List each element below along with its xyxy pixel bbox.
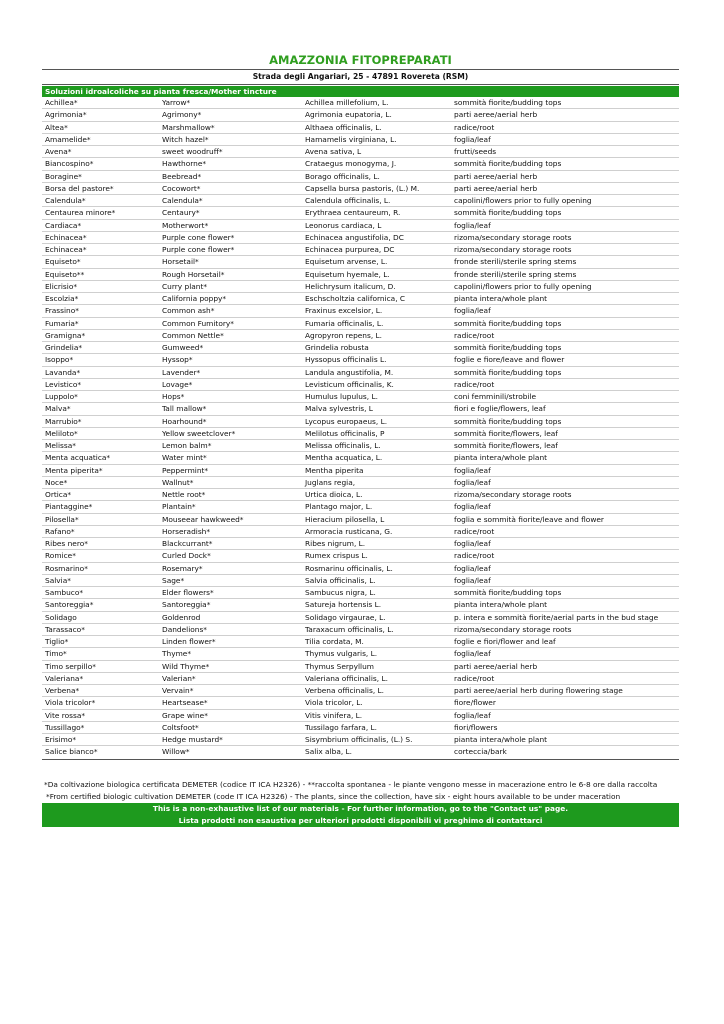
italian-name: Salvia* [45,575,71,585]
italian-name: Noce* [45,477,68,487]
english-name: Hops* [162,392,185,401]
footnotes [42,779,679,803]
plant-part: sommità fiorite/budding tops [454,343,562,352]
english-name: Yellow sweetclover* [162,428,236,438]
italian-name: Vite rossa* [45,710,86,720]
english-name: Peppermint* [162,465,209,475]
table-row [42,440,679,452]
table-row [42,354,679,366]
plant-part: capolini/flowers prior to fully opening [454,281,592,291]
plant-part: foglia/leaf [454,477,491,487]
italian-name: Altea* [45,122,68,132]
botanical-name: Eschscholtzia californica, C [305,294,406,303]
botanical-name: Helichrysum italicum, D. [305,281,396,291]
botanical-name: Leonorus cardiaca, L [305,220,382,230]
contact-banner-italian: Lista prodotti non esaustiva per ulteriori prodotti disponibili vi preghimo di contattarci [42,815,679,827]
table-row [42,526,679,538]
plant-part: foglie e fiori/flower and leaf [454,637,556,646]
english-name: Lavender* [162,367,201,377]
plant-part: sommità fiorite/flowers, leaf [454,441,558,450]
table-row [42,416,679,428]
plant-part: rizoma/secondary storage roots [454,245,572,254]
table-row [42,403,679,415]
botanical-name: Solidago virgaurae, L. [305,612,386,622]
plant-part: radice/root [454,330,495,340]
english-name: Lemon balm* [162,441,212,450]
table-row [42,477,679,489]
contact-banner-english: This is a non-exhaustive list of our materials - For further information, go to the "Contact us" page. [42,803,679,815]
italian-name: Pilosella* [45,514,79,524]
english-name: Wallnut* [162,477,194,487]
table-row [42,428,679,440]
table-row [42,97,679,109]
botanical-name: Agropyron repens, L. [305,330,383,340]
plant-part: fiore/flower [454,698,496,708]
table-row [42,207,679,219]
italian-name: Ribes nero* [45,539,88,548]
english-name: Nettle root* [162,490,206,499]
table-row [42,109,679,121]
italian-name: Equiseto* [45,257,81,267]
italian-name: Santoreggia* [45,600,94,610]
botanical-name: Salvia officinalis, L. [305,575,376,585]
plant-part: fronde sterili/sterile spring stems [454,257,577,267]
botanical-name: Calendula officinalis, L. [305,196,391,205]
plant-part: sommità fiorite/budding tops [454,588,562,597]
table-row [42,697,679,709]
english-name: Agrimony* [162,110,202,120]
italian-name: Romice* [45,551,76,561]
italian-name: Boragine* [45,171,82,181]
botanical-name: Hyssopus officinalis L. [305,355,387,365]
botanical-name: Althaea officinalis, L. [305,122,382,132]
botanical-name: Humulus lupulus, L. [305,392,378,401]
table-row [42,293,679,305]
english-name: Willow* [162,747,190,757]
table-row [42,514,679,526]
botanical-name: Ribes nigrum, L. [305,539,366,548]
table-row [42,673,679,685]
italian-name: Verbena* [45,686,80,695]
italian-name: Frassino* [45,306,79,316]
table-row [42,452,679,464]
english-name: Motherwort* [162,220,209,230]
english-name: Calendula* [162,196,203,205]
botanical-name: Juglans regia, [305,477,356,487]
plant-part: foglia/leaf [454,539,491,548]
english-name: Common Fumitory* [162,318,234,328]
table-row [42,501,679,513]
italian-name: Piantaggine* [45,502,93,512]
italian-name: Amamelide* [45,134,91,144]
plant-part: foglia/leaf [454,649,491,659]
plant-part: pianta intera/whole plant [454,294,548,303]
products-table [42,97,679,760]
footnote-italian: *Da coltivazione biologica certificata DEMETER (codice IT ICA H2326) - **raccolta spontanea - le piante vengono messe in macerazione entro le 6-8 ore dalla raccolta [44,779,658,789]
botanical-name: Mentha acquatica, L. [305,453,383,463]
plant-part: foglia/leaf [454,502,491,512]
table-row [42,269,679,281]
plant-part: sommità fiorite/budding tops [454,318,562,328]
english-name: Gumweed* [162,343,204,352]
plant-part: parti aeree/aerial herb during flowering stage [454,686,623,695]
table-row [42,636,679,648]
botanical-name: Echinacea purpurea, DC [305,245,395,254]
italian-name: Lavanda* [45,367,81,377]
plant-part: foglia/leaf [454,220,491,230]
table-row [42,379,679,391]
botanical-name: Valeriana officinalis, L. [305,673,388,683]
italian-name: Echinacea* [45,232,87,242]
italian-name: Solidago [45,612,77,622]
botanical-name: Armoracia rusticana, G. [305,526,393,536]
table-row [42,256,679,268]
table-row [42,538,679,550]
english-name: Hedge mustard* [162,735,223,744]
botanical-name: Landula angustifolia, M. [305,367,394,377]
english-name: Witch hazel* [162,134,209,144]
botanical-name: Agrimonia eupatoria, L. [305,110,392,120]
table-row [42,220,679,232]
plant-part: rizoma/secondary storage roots [454,624,572,634]
italian-name: Achillea* [45,98,78,107]
table-row [42,648,679,660]
table-row [42,599,679,611]
table-row [42,612,679,624]
botanical-name: Grindelia robusta [305,343,369,352]
italian-name: Sambuco* [45,588,84,597]
italian-name: Agrimonia* [45,110,87,120]
english-name: California poppy* [162,294,227,303]
botanical-name: Thymus vulgaris, L. [305,649,378,659]
table-row [42,722,679,734]
plant-part: parti aeree/aerial herb [454,661,538,671]
botanical-name: Avena sativa, L [305,147,362,156]
italian-name: Marrubio* [45,416,82,426]
english-name: Sage* [162,575,185,585]
italian-name: Tarassaco* [45,624,85,634]
botanical-name: Hieracium pilosella, L [305,514,385,524]
table-row [42,710,679,722]
botanical-name: Mentha piperita [305,465,364,475]
italian-name: Fumaria* [45,318,79,328]
italian-name: Biancospino* [45,159,94,169]
english-name: Centaury* [162,208,200,218]
english-name: Goldenrod [162,612,201,622]
table-row [42,391,679,403]
botanical-name: Capsella bursa pastoris, (L.) M. [305,183,420,193]
english-name: Heartsease* [162,698,208,708]
plant-part: p. intera e sommità fiorite/aerial parts in the bud stage [454,612,659,622]
italian-name: Salice bianco* [45,747,98,757]
english-name: Common Nettle* [162,330,224,340]
botanical-name: Melissa officinalis, L. [305,441,381,450]
table-row [42,146,679,158]
plant-part: radice/root [454,526,495,536]
italian-name: Calendula* [45,196,86,205]
plant-part: rizoma/secondary storage roots [454,232,572,242]
plant-part: radice/root [454,379,495,389]
english-name: Purple cone flower* [162,232,235,242]
english-name: Plantain* [162,502,196,512]
plant-part: sommità fiorite/flowers, leaf [454,428,558,438]
botanical-name: Rumex crispus L. [305,551,368,561]
table-row [42,318,679,330]
italian-name: Rafano* [45,526,75,536]
table-row [42,746,679,758]
table-row [42,183,679,195]
english-name: Horsetail* [162,257,199,267]
botanical-name: Lycopus europaeus, L. [305,416,388,426]
botanical-name: Salix alba, L. [305,747,353,757]
section-header: Soluzioni idroalcoliche su pianta fresca/Mother tincture [42,86,679,97]
english-name: Common ash* [162,306,215,316]
table-row [42,550,679,562]
botanical-name: Hamamelis virginiana, L. [305,134,397,144]
botanical-name: Verbena officinalis, L. [305,686,384,695]
table-row [42,367,679,379]
plant-part: foglia e sommità fiorite/leave and flower [454,514,604,524]
english-name: Hoarhound* [162,416,207,426]
plant-part: pianta intera/whole plant [454,453,548,463]
plant-part: radice/root [454,673,495,683]
italian-name: Borsa del pastore* [45,183,114,193]
plant-part: fiori e foglie/flowers, leaf [454,404,546,414]
plant-part: sommità fiorite/budding tops [454,416,562,426]
italian-name: Tiglio* [45,637,69,646]
plant-part: radice/root [454,551,495,561]
italian-name: Escolzia* [45,294,79,303]
italian-name: Erisimo* [45,735,77,744]
italian-name: Equiseto** [45,269,85,279]
italian-name: Timo serpillo* [45,661,96,671]
english-name: Rough Horsetail* [162,269,225,279]
botanical-name: Rosmarinu officinalis, L. [305,563,393,573]
table-row [42,342,679,354]
english-name: Beebread* [162,171,202,181]
table-row [42,489,679,501]
table-row [42,171,679,183]
italian-name: Cardiaca* [45,220,82,230]
italian-name: Meliloto* [45,428,78,438]
table-row [42,134,679,146]
english-name: Horseradish* [162,526,211,536]
english-name: Curled Dock* [162,551,211,561]
plant-part: foglia/leaf [454,306,491,316]
botanical-name: Thymus Serpyllum [305,661,374,671]
plant-part: frutti/seeds [454,147,497,156]
botanical-name: Tussilago farfara, L. [305,722,378,732]
table-row [42,305,679,317]
botanical-name: Sisymbrium officinalis, (L.) S. [305,735,413,744]
botanical-name: Vitis vinifera, L. [305,710,363,720]
plant-part: pianta intera/whole plant [454,600,548,610]
table-row [42,661,679,673]
english-name: Hyssop* [162,355,193,365]
botanical-name: Crataegus monogyma, J. [305,159,397,169]
botanical-name: Fumaria officinalis, L. [305,318,384,328]
italian-name: Avena* [45,147,72,156]
botanical-name: Urtica dioica, L. [305,490,363,499]
botanical-name: Melilotus officinalis, P [305,428,385,438]
italian-name: Gramigna* [45,330,86,340]
italian-name: Ortica* [45,490,72,499]
italian-name: Timo* [45,649,67,659]
plant-part: sommità fiorite/budding tops [454,98,562,107]
table-row [42,232,679,244]
italian-name: Elicrisio* [45,281,78,291]
plant-part: foglia/leaf [454,575,491,585]
plant-part: corteccia/bark [454,747,507,757]
table-row [42,244,679,256]
italian-name: Tussillago* [45,722,85,732]
english-name: Hawthorne* [162,159,207,169]
company-title: AMAZZONIA FITOPREPARATI [269,53,452,67]
company-address: Strada degli Angariari, 25 - 47891 Rovereta (RSM) [42,69,679,85]
italian-name: Echinacea* [45,245,87,254]
english-name: Curry plant* [162,281,208,291]
plant-part: foglie e fiore/leave and flower [454,355,565,365]
english-name: Mouseear hawkweed* [162,514,244,524]
botanical-name: Sambucus nigra, L. [305,588,376,597]
botanical-name: Taraxacum officinalis, L. [305,624,394,634]
plant-part: coni femminili/strobile [454,392,537,401]
english-name: Coltsfoot* [162,722,199,732]
botanical-name: Equisetum arvense, L. [305,257,388,267]
italian-name: Malva* [45,404,71,414]
table-row [42,734,679,746]
english-name: Blackcurrant* [162,539,213,548]
english-name: Purple cone flower* [162,245,235,254]
plant-part: parti aeree/aerial herb [454,110,538,120]
botanical-name: Tilia cordata, M. [305,637,364,646]
english-name: Grape wine* [162,710,208,720]
plant-part: foglia/leaf [454,710,491,720]
plant-part: foglia/leaf [454,134,491,144]
english-name: Linden flower* [162,637,216,646]
italian-name: Rosmarino* [45,563,88,573]
english-name: Lovage* [162,379,193,389]
italian-name: Menta acquatica* [45,453,111,463]
italian-name: Luppolo* [45,392,78,401]
table-row [42,465,679,477]
table-row [42,122,679,134]
botanical-name: Achillea millefolium, L. [305,98,389,107]
botanical-name: Erythraea centaureum, R. [305,208,401,218]
botanical-name: Fraxinus excelsior, L. [305,306,383,316]
english-name: Cocowort* [162,183,201,193]
english-name: Marshmallow* [162,122,215,132]
english-name: Elder flowers* [162,588,214,597]
plant-part: foglia/leaf [454,563,491,573]
table-row [42,195,679,207]
table-row [42,587,679,599]
plant-part: pianta intera/whole plant [454,735,548,744]
english-name: Water mint* [162,453,207,463]
plant-part: fronde sterili/sterile spring stems [454,269,577,279]
english-name: Thyme* [162,649,192,659]
italian-name: Valeriana* [45,673,84,683]
plant-part: sommità fiorite/budding tops [454,159,562,169]
italian-name: Levistico* [45,379,82,389]
table-row [42,563,679,575]
english-name: Vervain* [162,686,194,695]
italian-name: Menta piperita* [45,465,103,475]
price-list-page [42,52,679,827]
table-row [42,281,679,293]
plant-part: rizoma/secondary storage roots [454,490,572,499]
english-name: Tall mallow* [162,404,207,414]
italian-name: Viola tricolor* [45,698,96,708]
plant-part: parti aeree/aerial herb [454,171,538,181]
plant-part: sommità fiorite/budding tops [454,367,562,377]
botanical-name: Echinacea angustifolia, DC [305,232,404,242]
botanical-name: Equisetum hyemale, L. [305,269,390,279]
botanical-name: Levisticum officinalis, K. [305,379,394,389]
table-row [42,685,679,697]
botanical-name: Malva sylvestris, L [305,404,373,414]
english-name: Dandelions* [162,624,208,634]
plant-part: parti aeree/aerial herb [454,183,538,193]
plant-part: capolini/flowers prior to fully opening [454,196,592,205]
table-row [42,624,679,636]
plant-part: radice/root [454,122,495,132]
italian-name: Melissa* [45,441,76,450]
english-name: Valerian* [162,673,196,683]
plant-part: foglia/leaf [454,465,491,475]
botanical-name: Satureja hortensis L. [305,600,382,610]
plant-part: sommità fiorite/budding tops [454,208,562,218]
botanical-name: Borago officinalis, L. [305,171,380,181]
table-row [42,575,679,587]
botanical-name: Plantago major, L. [305,502,373,512]
table-row [42,158,679,170]
italian-name: Isoppo* [45,355,74,365]
table-row [42,330,679,342]
english-name: Yarrow* [162,98,191,107]
english-name: Wild Thyme* [162,661,210,671]
english-name: Rosemary* [162,563,203,573]
botanical-name: Viola tricolor, L. [305,698,363,708]
italian-name: Centaurea minore* [45,208,116,218]
italian-name: Grindelia* [45,343,83,352]
english-name: Santoreggia* [162,600,211,610]
plant-part: fiori/flowers [454,722,498,732]
footnote-english: *From certified biologic cultivation DEMETER (code IT ICA H2326) - The plants, since the collection, have six - eight hours available to be under maceration [46,791,621,801]
english-name: sweet woodruff* [162,147,223,156]
